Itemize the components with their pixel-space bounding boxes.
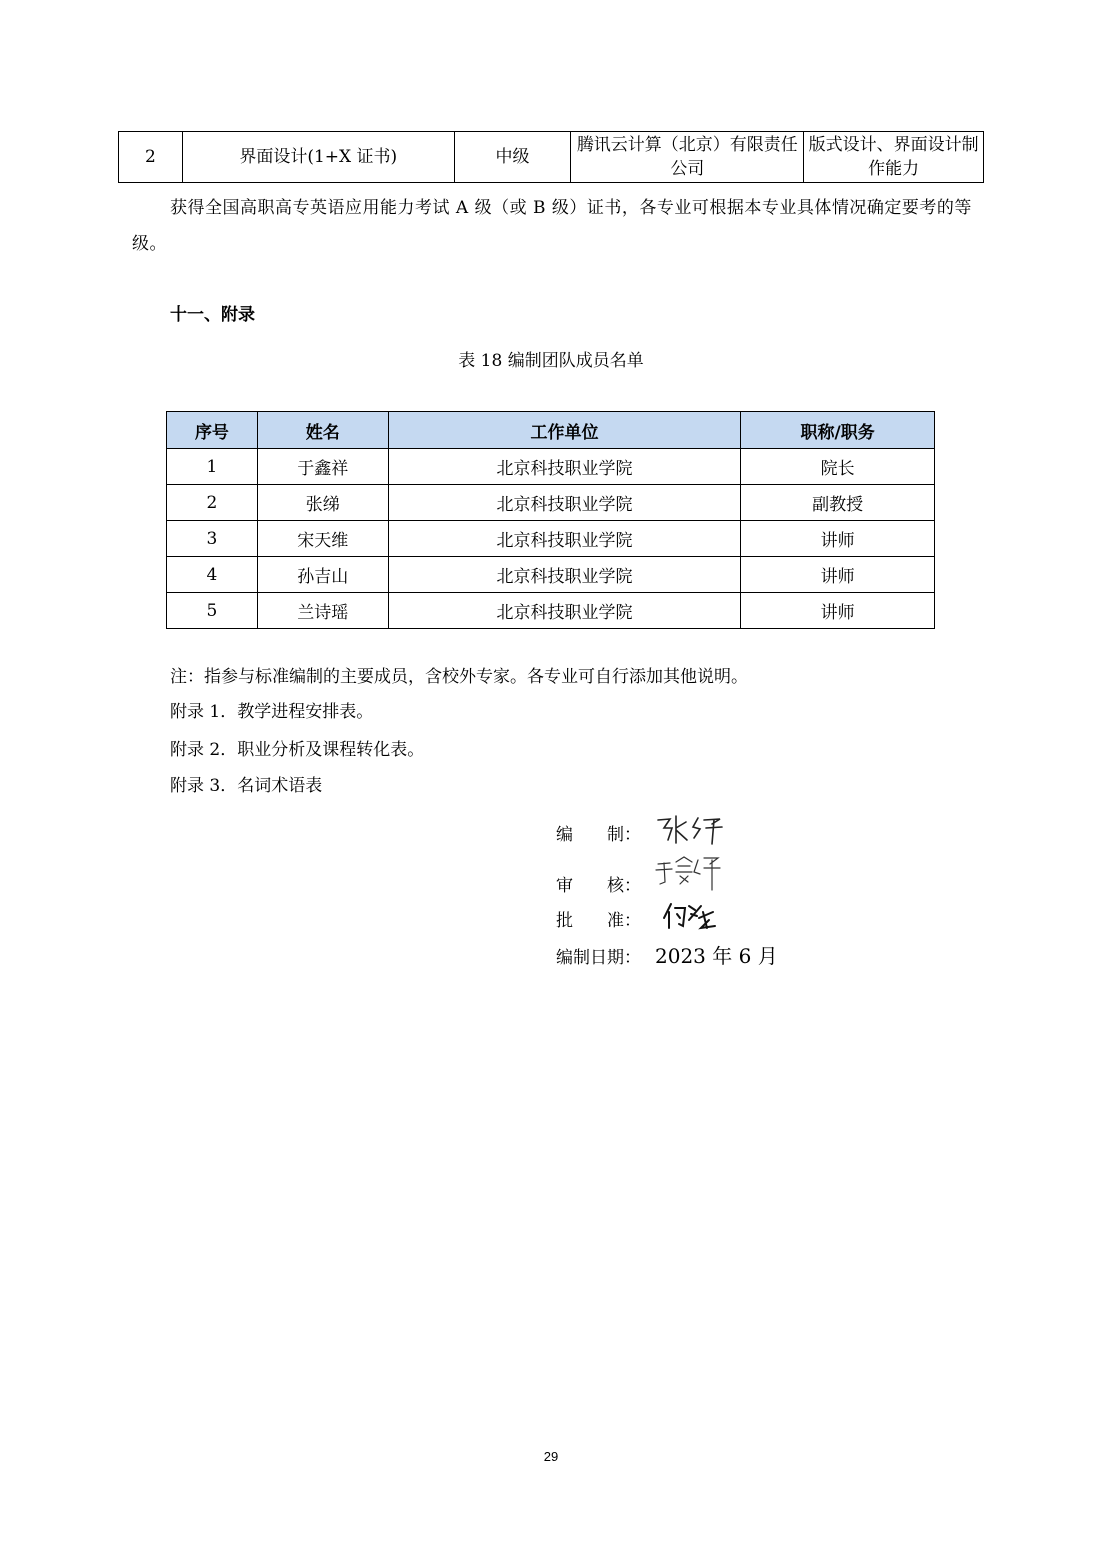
reviewed-by-label: 审 核： xyxy=(556,876,641,896)
cert-skills: 版式设计、界面设计制作能力 xyxy=(804,132,984,183)
cert-no: 2 xyxy=(119,132,183,183)
cell-no: 2 xyxy=(167,485,258,521)
table-caption: 表 18 编制团队成员名单 xyxy=(458,351,644,371)
approved-by-label: 批 准： xyxy=(556,911,641,931)
cert-name: 界面设计(1+X 证书) xyxy=(182,132,454,183)
cell-no: 5 xyxy=(167,593,258,629)
cell-name: 孙吉山 xyxy=(257,557,388,593)
cert-issuer: 腾讯云计算（北京）有限责任公司 xyxy=(571,132,804,183)
cell-unit: 北京科技职业学院 xyxy=(388,593,741,629)
cell-unit: 北京科技职业学院 xyxy=(388,557,741,593)
date-label: 编制日期： xyxy=(556,948,641,968)
table-row xyxy=(167,557,935,593)
table-row xyxy=(167,593,935,629)
appendix-item: 附录 3．名词术语表 xyxy=(170,776,323,796)
cell-no: 4 xyxy=(167,557,258,593)
cell-name: 于鑫祥 xyxy=(257,449,388,485)
cell-title: 讲师 xyxy=(741,593,935,629)
header-unit: 工作单位 xyxy=(388,412,741,449)
cell-name: 宋天维 xyxy=(257,521,388,557)
cell-no: 3 xyxy=(167,521,258,557)
cert-level: 中级 xyxy=(454,132,571,183)
table-row xyxy=(167,449,935,485)
appendix-item: 附录 1．教学进程安排表。 xyxy=(170,702,374,722)
date-value: 2023 年 6 月 xyxy=(655,944,778,968)
cell-title: 副教授 xyxy=(741,485,935,521)
cell-unit: 北京科技职业学院 xyxy=(388,449,741,485)
cell-name: 兰诗瑶 xyxy=(257,593,388,629)
section-heading: 十一、附录 xyxy=(170,305,255,325)
certificate-table xyxy=(118,131,984,183)
header-title: 职称/职务 xyxy=(741,412,935,449)
header-no: 序号 xyxy=(167,412,258,449)
cell-no: 1 xyxy=(167,449,258,485)
cell-title: 院长 xyxy=(741,449,935,485)
approved-signature xyxy=(661,898,719,932)
compiled-by-label: 编 制： xyxy=(556,825,641,845)
cell-unit: 北京科技职业学院 xyxy=(388,485,741,521)
cell-name: 张绨 xyxy=(257,485,388,521)
header-name: 姓名 xyxy=(257,412,388,449)
table-row xyxy=(119,132,984,183)
appendix-item: 附录 2．职业分析及课程转化表。 xyxy=(170,740,425,760)
table-row xyxy=(167,521,935,557)
team-table xyxy=(166,411,935,629)
cell-unit: 北京科技职业学院 xyxy=(388,521,741,557)
table-header-row xyxy=(167,412,935,449)
reviewed-signature xyxy=(654,854,724,894)
cell-title: 讲师 xyxy=(741,521,935,557)
page-number: 29 xyxy=(543,1449,559,1464)
table-note: 注：指参与标准编制的主要成员，含校外专家。各专业可自行添加其他说明。 xyxy=(170,667,748,687)
table-row xyxy=(167,485,935,521)
body-paragraph: 获得全国高职高专英语应用能力考试 A 级（或 B 级）证书，各专业可根据本专业具体情况确定要考的等级。 xyxy=(132,198,972,254)
compiled-signature xyxy=(652,810,728,848)
cell-title: 讲师 xyxy=(741,557,935,593)
